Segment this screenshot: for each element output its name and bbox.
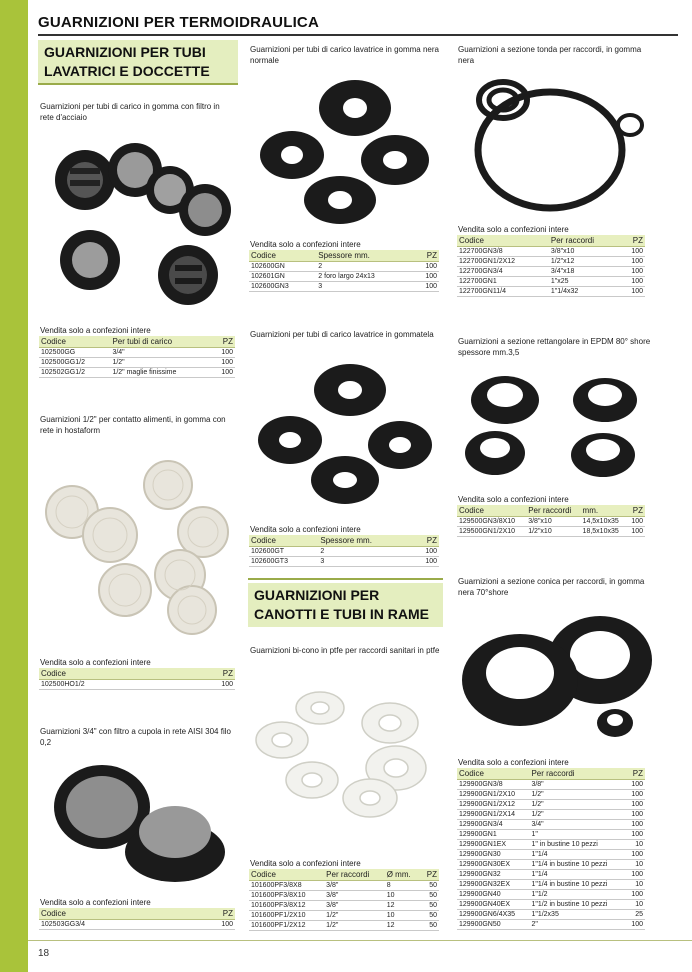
column-header: Per raccordi — [549, 235, 621, 247]
table-cell: 100 — [414, 262, 439, 272]
product-photo-ptfe-bicone — [250, 668, 440, 853]
section-heading-tubi-lavatrici: GUARNIZIONI PER TUBI LAVATRICI E DOCCETTE — [38, 40, 238, 84]
product-description: Guarnizioni 1/2" per contatto alimenti, in gomma con rete in hostaform — [40, 415, 226, 435]
table-cell: 102600GN3 — [249, 282, 316, 292]
table-row — [457, 810, 645, 820]
column-header: mm. — [581, 505, 627, 517]
table-cell: 102500HO1/2 — [39, 680, 186, 690]
column-header: PZ — [212, 336, 235, 348]
table-cell: 1/2" — [110, 358, 211, 368]
table-row — [457, 820, 645, 830]
sales-note: Vendita solo a confezioni intere — [250, 859, 361, 868]
table-cell: 100 — [627, 527, 645, 537]
table-cell: 2" — [529, 920, 626, 930]
table-row — [39, 358, 235, 368]
table-cell: 129900GN3/4 — [457, 820, 529, 830]
table-cell: 18,5x10x35 — [581, 527, 627, 537]
section-rule — [38, 83, 238, 85]
table-cell: 101600PF1/2X12 — [249, 921, 324, 931]
table-row — [457, 247, 645, 257]
table-cell: 100 — [186, 680, 235, 690]
product-description: Guarnizioni per tubi di carico lavatrice in gomma nera normale — [250, 45, 439, 65]
table-cell: 3/8"x10 — [549, 247, 621, 257]
table-row — [457, 287, 645, 297]
table-cell: 1" — [529, 830, 626, 840]
table-cell: 10 — [626, 860, 645, 870]
product-description: Guarnizioni a sezione conica per raccordi, in gomma nera 70°shore — [458, 577, 645, 597]
table-cell: 122700GN1 — [457, 277, 549, 287]
table-row — [249, 921, 439, 931]
table-cell: 3/8"x10 — [526, 517, 580, 527]
column-header: Per raccordi — [526, 505, 580, 517]
sales-note: Vendita solo a confezioni intere — [40, 658, 151, 667]
table-cell: 2 — [316, 262, 413, 272]
table-cell: 129900GN40 — [457, 890, 529, 900]
table-cell: 50 — [421, 881, 439, 891]
table-cell: 1" in bustine 10 pezzi — [529, 840, 626, 850]
table-cell: 1"1/4 in bustine 10 pezzi — [529, 880, 626, 890]
table-cell: 1"1/4 in bustine 10 pezzi — [529, 860, 626, 870]
column-header: Codice — [39, 668, 186, 680]
table-cell: 1/2" maglie finissime — [110, 368, 211, 378]
table-cell: 100 — [412, 557, 439, 567]
table-row — [249, 547, 439, 557]
table-row — [457, 870, 645, 880]
table-cell: 3/8" — [324, 891, 385, 901]
table-cell: 1"1/2x35 — [529, 910, 626, 920]
table-cell: 3 — [318, 557, 412, 567]
table-cell: 12 — [385, 921, 421, 931]
table-cell: 101600PF3/8X12 — [249, 901, 324, 911]
section-heading-canotti-rame: GUARNIZIONI PER CANOTTI E TUBI IN RAME — [248, 583, 443, 627]
table-row — [249, 262, 439, 272]
table-cell: 10 — [626, 840, 645, 850]
product-description: Guarnizioni a sezione rettangolare in EPDM 80° shore spessore mm.3,5 — [458, 337, 651, 357]
table-row — [457, 780, 645, 790]
table-row — [249, 911, 439, 921]
table-row — [249, 891, 439, 901]
table-cell: 100 — [626, 780, 645, 790]
product-table-p2 — [39, 668, 235, 690]
table-cell: 100 — [626, 850, 645, 860]
table-cell: 14,5x10x35 — [581, 517, 627, 527]
product-table-p1 — [39, 336, 235, 378]
table-cell: 101600PF1/2X10 — [249, 911, 324, 921]
sales-note: Vendita solo a confezioni intere — [40, 898, 151, 907]
column-header: Per raccordi — [529, 768, 626, 780]
table-cell: 1"1/2 — [529, 890, 626, 900]
product-description: Guarnizioni a sezione tonda per raccordi, in gomma nera — [458, 45, 642, 65]
column-header: Codice — [457, 768, 529, 780]
table-cell: 1/2" — [529, 800, 626, 810]
section-rule — [248, 578, 443, 580]
table-cell: 1"1/2 in bustine 10 pezzi — [529, 900, 626, 910]
table-row — [457, 840, 645, 850]
table-cell: 129900GN1EX — [457, 840, 529, 850]
sales-note: Vendita solo a confezioni intere — [40, 326, 151, 335]
table-cell: 3/4" — [110, 348, 211, 358]
table-row — [249, 282, 439, 292]
product-table-p6 — [249, 869, 439, 931]
column-header: Codice — [249, 535, 318, 547]
product-description: Guarnizioni bi-cono in ptfe per raccordi sanitari in ptfe — [250, 646, 440, 655]
table-cell: 129500GN1/2X10 — [457, 527, 526, 537]
table-cell: 129900GN1/2X14 — [457, 810, 529, 820]
table-row — [457, 277, 645, 287]
table-cell: 102500GG — [39, 348, 110, 358]
table-cell: 100 — [626, 810, 645, 820]
column-header: PZ — [421, 869, 439, 881]
column-header: Codice — [457, 505, 526, 517]
table-cell: 129900GN3/8 — [457, 780, 529, 790]
table-cell: 102502GG1/2 — [39, 368, 110, 378]
product-description: Guarnizioni 3/4" con filtro a cupola in rete AISI 304 filo 0,2 — [40, 727, 231, 747]
table-cell: 1/2"x12 — [549, 257, 621, 267]
table-cell: 3/4"x18 — [549, 267, 621, 277]
table-cell: 102600GT3 — [249, 557, 318, 567]
table-row — [457, 800, 645, 810]
table-cell: 3/8" — [529, 780, 626, 790]
page-number: 18 — [38, 948, 50, 959]
product-photo-hostaform-gaskets — [40, 440, 235, 645]
table-cell: 129900GN30EX — [457, 860, 529, 870]
table-cell: 129900GN30 — [457, 850, 529, 860]
table-cell: 122700GN11/4 — [457, 287, 549, 297]
page-title: GUARNIZIONI PER TERMOIDRAULICA — [38, 14, 319, 31]
table-cell: 100 — [621, 267, 645, 277]
table-cell: 50 — [421, 901, 439, 911]
table-cell: 50 — [421, 921, 439, 931]
table-cell: 100 — [626, 920, 645, 930]
table-cell: 50 — [421, 891, 439, 901]
table-cell: 3/8" — [324, 881, 385, 891]
column-header: PZ — [187, 908, 235, 920]
table-row — [39, 368, 235, 378]
table-cell: 100 — [621, 257, 645, 267]
table-row — [457, 790, 645, 800]
sales-note: Vendita solo a confezioni intere — [250, 240, 361, 249]
sales-note: Vendita solo a confezioni intere — [458, 758, 569, 767]
table-cell: 129900GN50 — [457, 920, 529, 930]
column-header: PZ — [412, 535, 439, 547]
table-cell: 10 — [626, 880, 645, 890]
product-description: Guarnizioni per tubi di carico lavatrice in gommatela — [250, 330, 434, 339]
product-photo-black-washers — [250, 70, 440, 230]
product-photo-dome-filter-gaskets — [40, 752, 235, 892]
table-row — [457, 880, 645, 890]
table-cell: 100 — [626, 820, 645, 830]
table-cell: 3/8" — [324, 901, 385, 911]
table-cell: 102500GG1/2 — [39, 358, 110, 368]
column-header: Per raccordi — [324, 869, 385, 881]
product-table-p7 — [457, 235, 645, 297]
table-row — [457, 890, 645, 900]
table-cell: 100 — [626, 790, 645, 800]
table-row — [457, 267, 645, 277]
column-header: Spessore mm. — [318, 535, 412, 547]
table-cell: 129900GN1/2X12 — [457, 800, 529, 810]
column-header: Codice — [457, 235, 549, 247]
table-cell: 129900GN1/2X10 — [457, 790, 529, 800]
product-table-p8 — [457, 505, 645, 537]
column-header: PZ — [627, 505, 645, 517]
title-rule — [38, 34, 678, 36]
column-header: Codice — [39, 908, 187, 920]
table-row — [457, 900, 645, 910]
table-row — [249, 272, 439, 282]
column-header: PZ — [186, 668, 235, 680]
column-header: Per tubi di carico — [110, 336, 211, 348]
table-cell: 100 — [187, 920, 235, 930]
product-table-p4 — [249, 250, 439, 292]
side-accent-bar — [0, 0, 28, 972]
table-cell: 1"x25 — [549, 277, 621, 287]
table-cell: 102601GN — [249, 272, 316, 282]
table-row — [457, 830, 645, 840]
table-cell: 100 — [414, 282, 439, 292]
table-cell: 2 — [318, 547, 412, 557]
table-cell: 129900GN32 — [457, 870, 529, 880]
column-header: Ø mm. — [385, 869, 421, 881]
table-cell: 3/4" — [529, 820, 626, 830]
footer-rule — [28, 940, 692, 941]
table-cell: 10 — [385, 891, 421, 901]
table-cell: 122700GN3/4 — [457, 267, 549, 277]
table-cell: 129900GN6/4X35 — [457, 910, 529, 920]
table-cell: 102503GG3/4 — [39, 920, 187, 930]
table-cell: 129900GN1 — [457, 830, 529, 840]
table-cell: 1"1/4 — [529, 850, 626, 860]
sales-note: Vendita solo a confezioni intere — [458, 225, 569, 234]
table-row — [39, 680, 235, 690]
product-photo-filter-gaskets — [40, 130, 235, 320]
table-row — [249, 557, 439, 567]
table-cell: 129500GN3/8X10 — [457, 517, 526, 527]
table-cell: 1"1/4 — [529, 870, 626, 880]
table-cell: 100 — [626, 800, 645, 810]
table-cell: 100 — [626, 870, 645, 880]
product-photo-conical-gaskets — [455, 605, 655, 750]
table-cell: 100 — [412, 547, 439, 557]
table-cell: 100 — [626, 830, 645, 840]
table-row — [457, 517, 645, 527]
table-cell: 101600PF3/8X8 — [249, 881, 324, 891]
table-cell: 100 — [621, 277, 645, 287]
table-cell: 100 — [621, 287, 645, 297]
table-cell: 1/2" — [324, 911, 385, 921]
table-cell: 122700GN1/2X12 — [457, 257, 549, 267]
table-cell: 10 — [385, 911, 421, 921]
column-header: Spessore mm. — [316, 250, 413, 262]
table-cell: 100 — [626, 890, 645, 900]
table-row — [457, 860, 645, 870]
table-row — [39, 348, 235, 358]
column-header: PZ — [414, 250, 439, 262]
table-cell: 129900GN32EX — [457, 880, 529, 890]
table-cell: 12 — [385, 901, 421, 911]
product-table-p5 — [249, 535, 439, 567]
table-cell: 129900GN40EX — [457, 900, 529, 910]
table-cell: 1"1/4x32 — [549, 287, 621, 297]
product-photo-epdm-rectangular — [455, 365, 655, 485]
sales-note: Vendita solo a confezioni intere — [250, 525, 361, 534]
table-cell: 1/2" — [529, 790, 626, 800]
table-cell: 1/2"x10 — [526, 527, 580, 537]
table-cell: 10 — [626, 900, 645, 910]
column-header: Codice — [39, 336, 110, 348]
table-cell: 102600GT — [249, 547, 318, 557]
table-row — [457, 920, 645, 930]
table-row — [457, 257, 645, 267]
column-header: PZ — [626, 768, 645, 780]
table-row — [249, 881, 439, 891]
table-cell: 122700GN3/8 — [457, 247, 549, 257]
table-row — [457, 527, 645, 537]
table-cell: 100 — [621, 247, 645, 257]
table-row — [39, 920, 235, 930]
product-table-p9 — [457, 768, 645, 930]
table-cell: 25 — [626, 910, 645, 920]
table-cell: 2 foro largo 24x13 — [316, 272, 413, 282]
table-cell: 100 — [414, 272, 439, 282]
table-row — [457, 910, 645, 920]
table-cell: 1/2" — [529, 810, 626, 820]
product-table-p3 — [39, 908, 235, 930]
table-cell: 8 — [385, 881, 421, 891]
table-cell: 50 — [421, 911, 439, 921]
column-header: Codice — [249, 869, 324, 881]
table-cell: 102600GN — [249, 262, 316, 272]
column-header: PZ — [621, 235, 645, 247]
table-cell: 1/2" — [324, 921, 385, 931]
table-cell: 100 — [627, 517, 645, 527]
table-cell: 3 — [316, 282, 413, 292]
sales-note: Vendita solo a confezioni intere — [458, 495, 569, 504]
table-row — [457, 850, 645, 860]
product-photo-o-rings — [455, 70, 655, 220]
table-row — [249, 901, 439, 911]
column-header: Codice — [249, 250, 316, 262]
table-cell: 100 — [212, 368, 235, 378]
product-photo-gommatela-washers — [250, 350, 440, 515]
product-description: Guarnizioni per tubi di carico in gomma con filtro in rete d'acciaio — [40, 102, 220, 122]
table-cell: 100 — [212, 358, 235, 368]
table-cell: 100 — [212, 348, 235, 358]
table-cell: 101600PF3/8X10 — [249, 891, 324, 901]
